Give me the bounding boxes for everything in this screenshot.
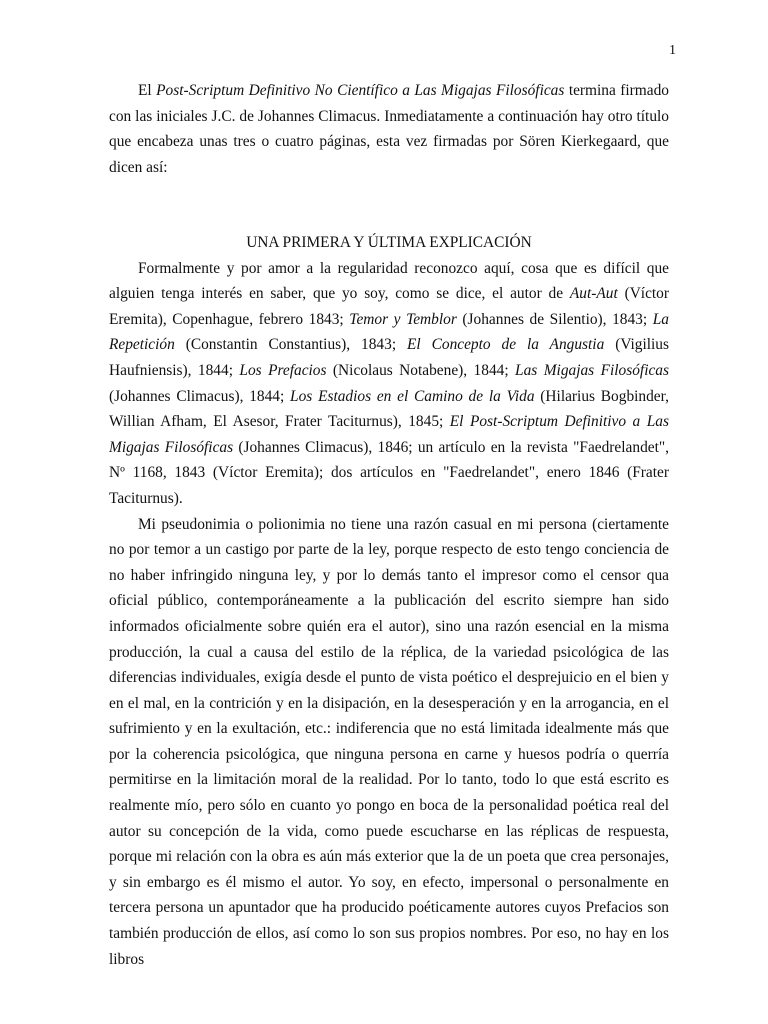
page-number: 1 [669,43,676,58]
body-block [109,230,669,972]
paragraph-pseudonymity: Mi pseudonimia o polionimia no tiene una razón casual en mi persona (ciertamente no por temor a un castigo por parte de la ley, porque respecto de esto tengo conciencia de no haber infringido ninguna ley, y por lo demás tanto el impresor como el censor qua oficial público, contemporáneamente a la publicación del escrito siempre han sido informados oficialmente sobre quién era el autor), sino una razón esencial en la misma producción, la cual a causa del estilo de la réplica, de la variedad psicológica de las diferencias individuales, exigía desde el punto de vista poético el desprejuicio en el bien y en el mal, en la contrición y en la disipación, en la desesperación y en la arrogancia, en el sufrimiento y en la exultación, etc.: indiferencia que no está limitada idealmente más que por la coherencia psicológica, que ninguna persona en carne y huesos podría o querría permitirse en la limitación moral de la realidad. Por lo tanto, todo lo que está escrito es realmente mío, pero sólo en cuanto yo pongo en boca de la personalidad poética real del autor su concepción de la vida, como puede escucharse en las réplicas de respuesta, porque mi relación con la obra es aún más exterior que la de un poeta que crea personajes, y sin embargo es él mismo el autor. Yo soy, en efecto, impersonal o personalmente en tercera persona un apuntador que ha producido poéticamente autores cuyos Prefacios son también producción de ellos, así como lo son sus propios nombres. Por eso, no hay en los libros [109,515,669,968]
p1-text-3: (Johannes de Silentio), 1843; [456,310,653,328]
p1-title-8: El Post-Scriptum Definitivo a Las Migajas Filosóficas [109,413,669,456]
p1-text-2: (Víctor Eremita), Copenhague, febrero 1843; [109,285,670,328]
paragraph-works-list [109,256,669,512]
intro-block [109,78,669,180]
intro-text-1: El [138,82,157,99]
p1-text-7: (Johannes Climacus), 1844; [109,387,291,405]
p1-title-3: La Repetición [109,310,670,354]
p1-text-8: (Hilarius Bogbinder, Willian Afham, El Asesor, Frater Taciturnus), 1845; [109,387,669,431]
p1-text-5: (Vigilius Haufniensis), 1844; [109,336,669,379]
p1-title-7: Los Estadios en el Camino de la Vida [290,387,535,405]
p1-title-6: Las Migajas Filosóficas [515,361,669,379]
p1-title-2: Temor y Temblor [349,310,457,328]
intro-paragraph [109,78,669,180]
intro-title-italic: Post-Scriptum Definitivo No Científico a Las Migajas Filosóficas [156,82,565,99]
p1-title-5: Los Prefacios [239,361,327,379]
p1-text-9: (Johannes Climacus), 1846; un artículo en la revista "Faedrelandet", Nº 1168, 1843 (Víctor Eremita); dos artículos en "Faedrelandet", enero 1846 (Frater Taciturnus). [109,438,669,507]
p1-text-4: (Constantin Constantius), 1843; [174,336,408,354]
p1-title-1: Aut-Aut [569,285,618,303]
p1-text-6: (Nicolaus Notabene), 1844; [326,361,516,379]
intro-text-2: termina firmado con las iniciales J.C. de Johannes Climacus. Inmediatamente a continuación hay otro título que encabeza unas tres o cuatro páginas, esta vez firmadas por Sören Kierkegaard, que dicen así: [109,82,670,176]
section-heading: UNA PRIMERA Y ÚLTIMA EXPLICACIÓN [246,234,532,251]
p1-title-4: El Concepto de la Angustia [407,336,605,354]
p1-text-1: Formalmente y por amor a la regularidad reconozco aquí, cosa que es difícil que alguien tenga interés en saber, que yo soy, como se dice, el autor de [109,259,669,303]
